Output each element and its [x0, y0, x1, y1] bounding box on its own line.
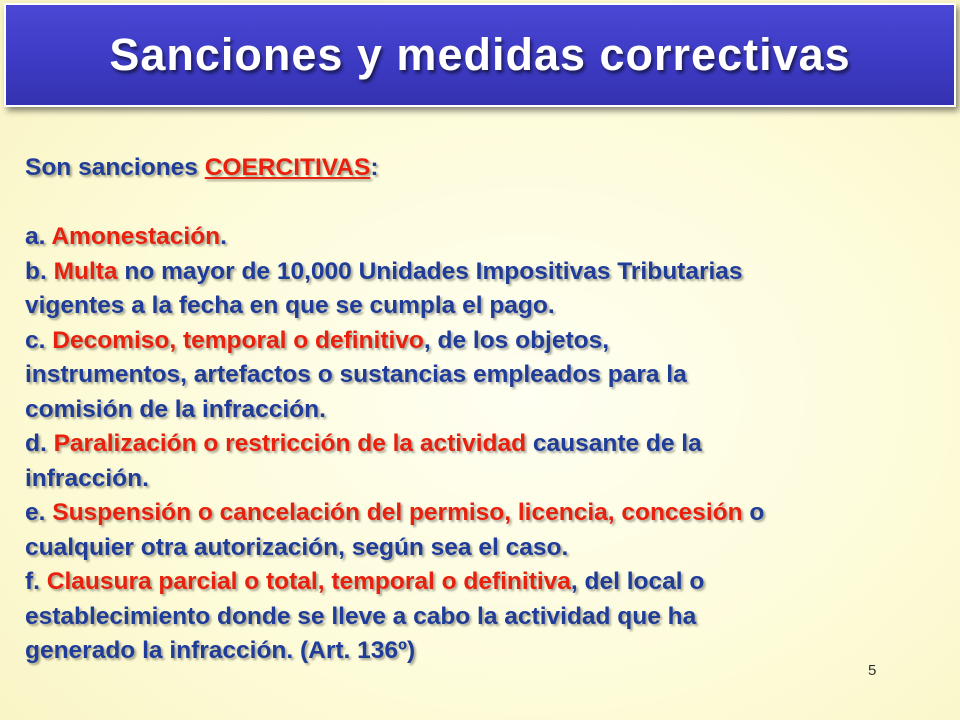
list-item-marker: b.: [25, 257, 47, 285]
list-item-text: establecimiento donde se lleve a cabo la actividad que ha: [25, 602, 697, 630]
list-item-line: [25, 358, 935, 393]
list-item-marker: f.: [25, 568, 40, 595]
list-item-marker: e.: [25, 499, 46, 526]
list-item-text: , del local o: [570, 568, 705, 595]
list-item-marker: d.: [25, 430, 47, 457]
list-item-text: generado la infracción. (Art. 136º): [25, 637, 416, 664]
intro-lead: Son sanciones: [25, 154, 205, 181]
list-item-marker: a.: [25, 223, 46, 250]
highlighted-term: Decomiso, temporal o definitivo: [45, 326, 424, 354]
list-item-text: .: [220, 223, 227, 250]
list-item-text: o: [742, 499, 765, 526]
list-item-line: [25, 393, 935, 428]
list-item-line: [25, 289, 935, 324]
intro-colon: :: [370, 154, 379, 181]
list-item: [25, 324, 935, 428]
list-item-line: [25, 427, 935, 462]
list-item-text: infracción.: [25, 464, 149, 492]
list-item-line: [25, 531, 935, 566]
slide-body: [25, 151, 935, 669]
list-item-text: no mayor de 10,000 Unidades Impositivas Tributarias: [117, 257, 743, 285]
highlighted-term: Clausura parcial o total, temporal o definitiva: [39, 568, 571, 595]
highlighted-term: Paralización o restricción de la actividad: [46, 430, 527, 457]
highlighted-term: Multa: [46, 257, 118, 285]
list-item-text: causante de la: [526, 430, 702, 457]
page-number: 5: [868, 662, 877, 679]
list-item-text: instrumentos, artefactos o sustancias empleados para la: [25, 361, 687, 388]
list-item-line: [25, 600, 935, 635]
list-item-marker: c.: [25, 326, 46, 354]
intro-term: COERCITIVAS: [204, 154, 371, 181]
list-item-text: cualquier otra autorización, según sea el caso.: [25, 533, 569, 561]
list-item-text: vigentes a la fecha en que se cumpla el pago.: [25, 292, 555, 319]
list-item-text: , de los objetos,: [423, 326, 610, 354]
list-item-line: [25, 565, 935, 600]
list-item: [25, 220, 935, 255]
list-item: [25, 496, 935, 565]
list-item-line: [25, 324, 935, 359]
highlighted-term: Suspensión o cancelación del permiso, licencia, concesión: [45, 499, 743, 526]
title-bar: [4, 3, 956, 107]
slide-title: Sanciones y medidas correctivas: [109, 29, 851, 80]
sanctions-list: [25, 220, 935, 669]
list-item-line: [25, 462, 935, 497]
list-item: [25, 427, 935, 496]
list-item-text: comisión de la infracción.: [25, 395, 326, 423]
list-item-line: [25, 496, 935, 531]
list-item: [25, 255, 935, 324]
list-item: [25, 565, 935, 669]
list-item-line: [25, 220, 935, 255]
list-item-line: [25, 255, 935, 290]
spacer: [25, 186, 935, 221]
highlighted-term: Amonestación: [45, 223, 221, 250]
list-item-line: [25, 634, 935, 669]
intro-line: [25, 151, 935, 186]
